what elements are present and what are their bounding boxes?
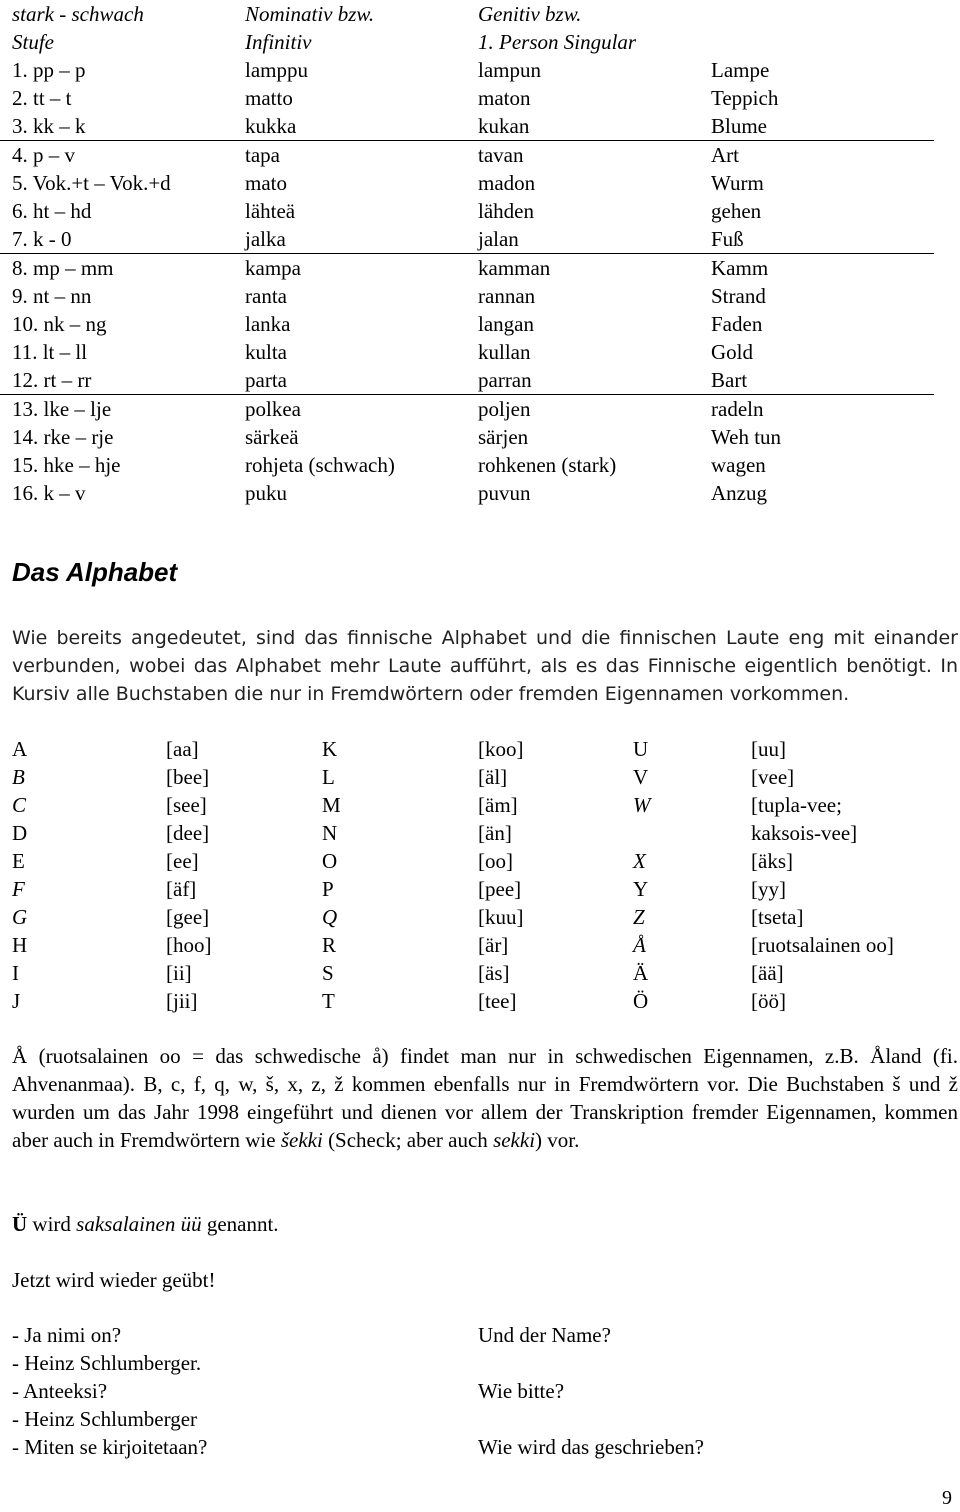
- pronunciation: [äm]: [478, 793, 518, 817]
- pronunciation: [äks]: [751, 849, 793, 873]
- nominative-cell: jalka: [245, 227, 286, 251]
- finnish-line: - Anteeksi?: [12, 1379, 108, 1403]
- table-row: [0, 84, 934, 112]
- gradation-cell: 4. p – v: [12, 143, 75, 167]
- letter-foreign: B: [12, 765, 25, 789]
- gradation-cell: 1. pp – p: [12, 58, 86, 82]
- finnish-line: - Heinz Schlumberger: [12, 1407, 198, 1431]
- pronunciation: [ii]: [166, 961, 192, 985]
- alphabet-row: [0, 903, 960, 931]
- pronunciation: [tseta]: [751, 905, 804, 929]
- genitive-cell: rannan: [478, 284, 536, 308]
- genitive-cell: parran: [478, 368, 532, 392]
- nominative-cell: kampa: [245, 256, 301, 280]
- table-row: [0, 197, 934, 225]
- german-line: Wie bitte?: [478, 1379, 565, 1403]
- gradation-cell: 10. nk – ng: [12, 312, 107, 336]
- text-run: Å (ruotsalainen oo = das schwedische å) findet man nur in schwedischen Eigennamen, z.B. Åland (fi. Ahvenanmaa). B, c, f, q, w, š, x, z, ž kommen ebenfalls nur in Fremdwörtern vor. Die Buchstaben š und ž wurden um das Jahr 1998 eingeführt und dienen vor allem der Transkription fremder Eigennamen, kommen aber auch in Fremdwörtern wie: [12, 1044, 958, 1152]
- gradation-cell: 16. k – v: [12, 481, 86, 505]
- genitive-cell: poljen: [478, 397, 531, 421]
- genitive-cell: kamman: [478, 256, 551, 280]
- letter: D: [12, 821, 28, 845]
- table-row: [0, 338, 934, 366]
- pronunciation: [ee]: [166, 849, 199, 873]
- letter: V: [633, 765, 649, 789]
- intro-paragraph: Wie bereits angedeutet, sind das finnische Alphabet und die finnischen Laute eng mit einander verbunden, wobei das Alphabet mehr Laute aufführt, als es das Finnische eigentlich benötigt. In Kursiv alle Buchstaben die nur in Fremdwörtern oder fremden Eigennamen vorkommen.: [12, 627, 958, 705]
- genitive-cell: kullan: [478, 340, 531, 364]
- letter-foreign: W: [633, 793, 651, 817]
- dialog-line: [0, 1405, 960, 1433]
- gradation-cell: 9. nt – nn: [12, 284, 92, 308]
- letter: Y: [633, 877, 649, 901]
- table-header-row: [0, 28, 934, 56]
- translation-cell: Anzug: [711, 481, 767, 505]
- alphabet-row: [0, 959, 960, 987]
- genitive-cell: maton: [478, 86, 531, 110]
- letter: E: [12, 849, 25, 873]
- letter: J: [12, 989, 21, 1013]
- german-line: Und der Name?: [478, 1323, 611, 1347]
- translation-cell: Kamm: [711, 256, 769, 280]
- gradation-cell: 2. tt – t: [12, 86, 72, 110]
- pronunciation: [bee]: [166, 765, 210, 789]
- letter-foreign: X: [633, 849, 646, 873]
- letter: R: [322, 933, 337, 957]
- letter: Ö: [633, 989, 649, 1013]
- pronunciation: [är]: [478, 933, 509, 957]
- italic-word: šekki: [280, 1128, 323, 1152]
- alphabet-row: [0, 987, 960, 1015]
- letter: M: [322, 793, 341, 817]
- nominative-cell: särkeä: [245, 425, 299, 449]
- pronunciation: [än]: [478, 821, 512, 845]
- letter-foreign: Q: [322, 905, 338, 929]
- letter-foreign: G: [12, 905, 28, 929]
- text-run: genannt.: [201, 1212, 279, 1236]
- nominative-cell: kulta: [245, 340, 287, 364]
- text-run: ) vor.: [535, 1128, 580, 1152]
- gradation-cell: 13. lke – lje: [12, 397, 112, 421]
- table-row: [0, 423, 934, 451]
- pronunciation: kaksois-vee]: [751, 821, 858, 845]
- letter-foreign: C: [12, 793, 27, 817]
- letter: N: [322, 821, 338, 845]
- dialog-line: [0, 1321, 960, 1349]
- finnish-line: - Miten se kirjoitetaan?: [12, 1435, 208, 1459]
- genitive-cell: tavan: [478, 143, 524, 167]
- text-run: (Scheck; aber auch: [322, 1128, 494, 1152]
- genitive-cell: langan: [478, 312, 534, 336]
- genitive-cell: madon: [478, 171, 536, 195]
- nominative-cell: rohjeta (schwach): [245, 453, 395, 477]
- pronunciation: [tee]: [478, 989, 517, 1013]
- genitive-cell: särjen: [478, 425, 529, 449]
- nominative-cell: parta: [245, 368, 287, 392]
- section-title: Das Alphabet: [12, 557, 178, 587]
- alphabet-row: [0, 875, 960, 903]
- pronunciation: [yy]: [751, 877, 786, 901]
- gradation-cell: 3. kk – k: [12, 114, 86, 138]
- dialog-line: [0, 1433, 960, 1461]
- gradation-cell: 7. k - 0: [12, 227, 72, 251]
- pronunciation: [oo]: [478, 849, 513, 873]
- letter: T: [322, 989, 335, 1013]
- letter: K: [322, 737, 338, 761]
- page-number: 9: [942, 1487, 952, 1509]
- pronunciation: [äf]: [166, 877, 197, 901]
- letter: O: [322, 849, 338, 873]
- letter-foreign: Z: [633, 905, 645, 929]
- translation-cell: Gold: [711, 340, 753, 364]
- bold-letter: Ü: [12, 1212, 28, 1236]
- genitive-cell: lampun: [478, 58, 541, 82]
- pronunciation: [aa]: [166, 737, 199, 761]
- translation-cell: Faden: [711, 312, 763, 336]
- table-row: [0, 56, 934, 84]
- letter: S: [322, 961, 334, 985]
- table-row: [0, 141, 934, 169]
- table-row: [0, 112, 934, 141]
- nominative-cell: ranta: [245, 284, 287, 308]
- nominative-cell: matto: [245, 86, 293, 110]
- text-run: wird: [27, 1212, 77, 1236]
- header-cell: Genitiv bzw.: [478, 2, 582, 26]
- gradation-cell: 11. lt – ll: [12, 340, 88, 364]
- finnish-line: - Heinz Schlumberger.: [12, 1351, 202, 1375]
- letter: I: [12, 961, 19, 985]
- pronunciation: [tupla-vee;: [751, 793, 842, 817]
- translation-cell: Fuß: [711, 227, 744, 251]
- pronunciation: [hoo]: [166, 933, 212, 957]
- letter: L: [322, 765, 335, 789]
- finnish-line: - Ja nimi on?: [12, 1323, 122, 1347]
- pronunciation: [see]: [166, 793, 207, 817]
- gradation-cell: 8. mp – mm: [12, 256, 114, 280]
- nominative-cell: lähteä: [245, 199, 296, 223]
- pronunciation: [dee]: [166, 821, 210, 845]
- letter-foreign: Å: [633, 933, 646, 957]
- header-cell: Infinitiv: [245, 30, 312, 54]
- table-row: [0, 225, 934, 254]
- translation-cell: Art: [711, 143, 739, 167]
- alphabet-row: [0, 735, 960, 763]
- translation-cell: Bart: [711, 368, 748, 392]
- table-row: [0, 479, 934, 507]
- alphabet-row: [0, 763, 960, 791]
- alphabet-table: [0, 735, 960, 1015]
- alphabet-row: [0, 819, 960, 847]
- table-row: [0, 169, 934, 197]
- gradation-cell: 6. ht – hd: [12, 199, 92, 223]
- translation-cell: Lampe: [711, 58, 770, 82]
- table-row: [0, 395, 934, 423]
- german-line: Wie wird das geschrieben?: [478, 1435, 704, 1459]
- pronunciation: [koo]: [478, 737, 524, 761]
- nominative-cell: puku: [245, 481, 287, 505]
- pronunciation: [äs]: [478, 961, 510, 985]
- gradation-cell: 5. Vok.+t – Vok.+d: [12, 171, 171, 195]
- table-row: [0, 282, 934, 310]
- translation-cell: Blume: [711, 114, 767, 138]
- translation-cell: Teppich: [711, 86, 779, 110]
- pronunciation: [vee]: [751, 765, 795, 789]
- translation-cell: wagen: [711, 453, 766, 477]
- nominative-cell: tapa: [245, 143, 280, 167]
- pronunciation: [äl]: [478, 765, 508, 789]
- aa-paragraph: [12, 1042, 958, 1154]
- alphabet-row: [0, 791, 960, 819]
- table-header-row: [0, 0, 934, 28]
- header-cell: Nominativ bzw.: [245, 2, 375, 26]
- letter: H: [12, 933, 28, 957]
- dialog-exercise: [0, 1321, 960, 1461]
- letter: A: [12, 737, 28, 761]
- pronunciation: [pee]: [478, 877, 522, 901]
- nominative-cell: mato: [245, 171, 287, 195]
- genitive-cell: puvun: [478, 481, 531, 505]
- letter: P: [322, 877, 334, 901]
- nominative-cell: kukka: [245, 114, 297, 138]
- pronunciation: [ää]: [751, 961, 784, 985]
- translation-cell: Weh tun: [711, 425, 782, 449]
- exercise-heading: Jetzt wird wieder geübt!: [12, 1268, 216, 1292]
- genitive-cell: rohkenen (stark): [478, 453, 617, 477]
- table-row: [0, 451, 934, 479]
- alphabet-row: [0, 931, 960, 959]
- italic-word: saksalainen üü: [76, 1212, 202, 1236]
- table-row: [0, 310, 934, 338]
- italic-word: sekki: [493, 1128, 536, 1152]
- nominative-cell: lamppu: [245, 58, 308, 82]
- table-row: [0, 254, 934, 282]
- translation-cell: Strand: [711, 284, 766, 308]
- pronunciation: [kuu]: [478, 905, 524, 929]
- table-row: [0, 366, 934, 395]
- pronunciation: [ruotsalainen oo]: [751, 933, 894, 957]
- translation-cell: radeln: [711, 397, 764, 421]
- pronunciation: [uu]: [751, 737, 786, 761]
- header-cell: stark - schwach: [12, 2, 144, 26]
- translation-cell: gehen: [711, 199, 762, 223]
- genitive-cell: lähden: [478, 199, 534, 223]
- header-cell: 1. Person Singular: [478, 30, 637, 54]
- letter: Ä: [633, 961, 649, 985]
- genitive-cell: kukan: [478, 114, 530, 138]
- gradation-cell: 15. hke – hje: [12, 453, 121, 477]
- pronunciation: [öö]: [751, 989, 786, 1013]
- dialog-line: [0, 1377, 960, 1405]
- gradation-cell: 14. rke – rje: [12, 425, 114, 449]
- consonant-gradation-table: [0, 0, 934, 507]
- pronunciation: [gee]: [166, 905, 210, 929]
- nominative-cell: lanka: [245, 312, 291, 336]
- alphabet-row: [0, 847, 960, 875]
- pronunciation: [jii]: [166, 989, 198, 1013]
- gradation-cell: 12. rt – rr: [12, 368, 92, 392]
- letter: U: [633, 737, 649, 761]
- genitive-cell: jalan: [478, 227, 519, 251]
- dialog-line: [0, 1349, 960, 1377]
- translation-cell: Wurm: [711, 171, 764, 195]
- nominative-cell: polkea: [245, 397, 301, 421]
- ue-paragraph: [12, 1210, 958, 1238]
- letter-foreign: F: [12, 877, 25, 901]
- header-cell: Stufe: [12, 30, 54, 54]
